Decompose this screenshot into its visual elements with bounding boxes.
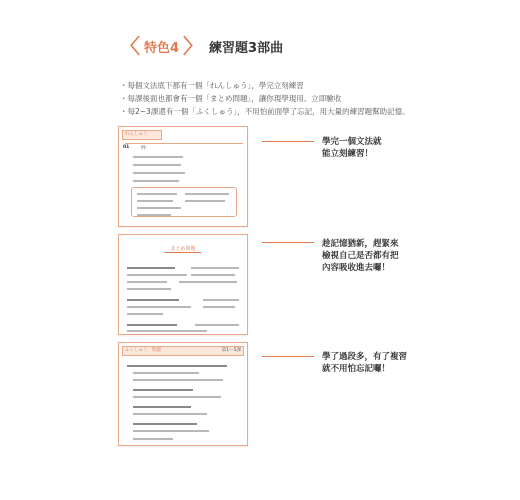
text-line (203, 299, 239, 301)
bullet-item: ・ 每2~3課還有一個「ふくしゅう」，不用怕前面學了忘記，用大量的練習題幫助記憶。 (120, 105, 420, 118)
text-line (127, 313, 163, 315)
page-title: 練習題3部曲 (209, 40, 284, 56)
divider (125, 143, 243, 144)
title-bracket-close: 〉 (183, 34, 204, 58)
connector-line (262, 356, 314, 357)
text-line (133, 379, 223, 381)
text-line (133, 372, 199, 374)
thumbnail-label: ふくしゅう 問題 (125, 348, 161, 353)
text-line (191, 274, 235, 276)
feature-bullet-list (120, 79, 420, 118)
text-line (137, 214, 171, 216)
text-line (133, 423, 197, 425)
bullet-item: ・ 每個文法底下都有一個「れんしゅう」，學完立刻練習 (120, 79, 420, 92)
text-line (127, 365, 227, 367)
text-line (133, 413, 207, 415)
exercise-box (131, 187, 237, 217)
text-line (127, 281, 167, 283)
title-bracket-open: 〈 (120, 34, 140, 58)
lesson-range: 第1〜5課 (221, 348, 241, 353)
text-line (127, 330, 207, 332)
text-line (127, 306, 191, 308)
text-line (133, 406, 191, 408)
caption-line: 學完一個文法就 (322, 137, 382, 147)
revision-page-thumbnail (118, 342, 248, 446)
text-line (185, 193, 229, 195)
feature-badge: 特色4 (144, 40, 180, 56)
question-number: 01 (123, 145, 130, 150)
text-line (185, 200, 225, 202)
text-line (127, 274, 187, 276)
thumbnail-label: れんしゅう (125, 132, 148, 137)
caption-line: 學了過段多，有了複習 (322, 352, 408, 362)
practice-page-thumbnail (118, 126, 248, 227)
caption-line: 趁記憶猶新，趕緊來 (322, 239, 399, 249)
connector-line (262, 242, 314, 243)
caption-practice (322, 136, 382, 160)
text-line (127, 267, 175, 269)
thumbnail-label: まとめ問題 (164, 245, 201, 253)
text-line (133, 389, 193, 391)
example-label: 例： (141, 146, 150, 151)
text-line (133, 438, 173, 440)
caption-line: 檢視自己是否都有把 (322, 251, 399, 261)
text-line (127, 324, 177, 326)
text-line (133, 172, 185, 174)
text-line (133, 156, 183, 158)
text-line (133, 164, 181, 166)
text-line (133, 430, 209, 432)
text-line (179, 281, 237, 283)
text-line (127, 299, 179, 301)
text-line (133, 396, 221, 398)
text-line (127, 288, 171, 290)
caption-line: 就不用怕忘記囉！ (322, 364, 391, 374)
text-line (137, 193, 177, 195)
text-line (133, 180, 179, 182)
caption-line: 內容吸收進去囉！ (322, 263, 391, 273)
caption-revision (322, 351, 407, 375)
text-line (195, 324, 239, 326)
section-title (120, 34, 283, 58)
text-line (203, 306, 235, 308)
text-line (137, 200, 173, 202)
text-line (191, 267, 239, 269)
bullet-item: ・ 每課後面也都會有一個「まとめ問題」，讓你現學現用、立即驗收 (120, 92, 420, 105)
caption-review (322, 238, 399, 274)
review-page-thumbnail (118, 234, 248, 335)
connector-line (262, 141, 314, 142)
text-line (137, 207, 181, 209)
caption-line: 能立刻練習！ (322, 149, 374, 159)
